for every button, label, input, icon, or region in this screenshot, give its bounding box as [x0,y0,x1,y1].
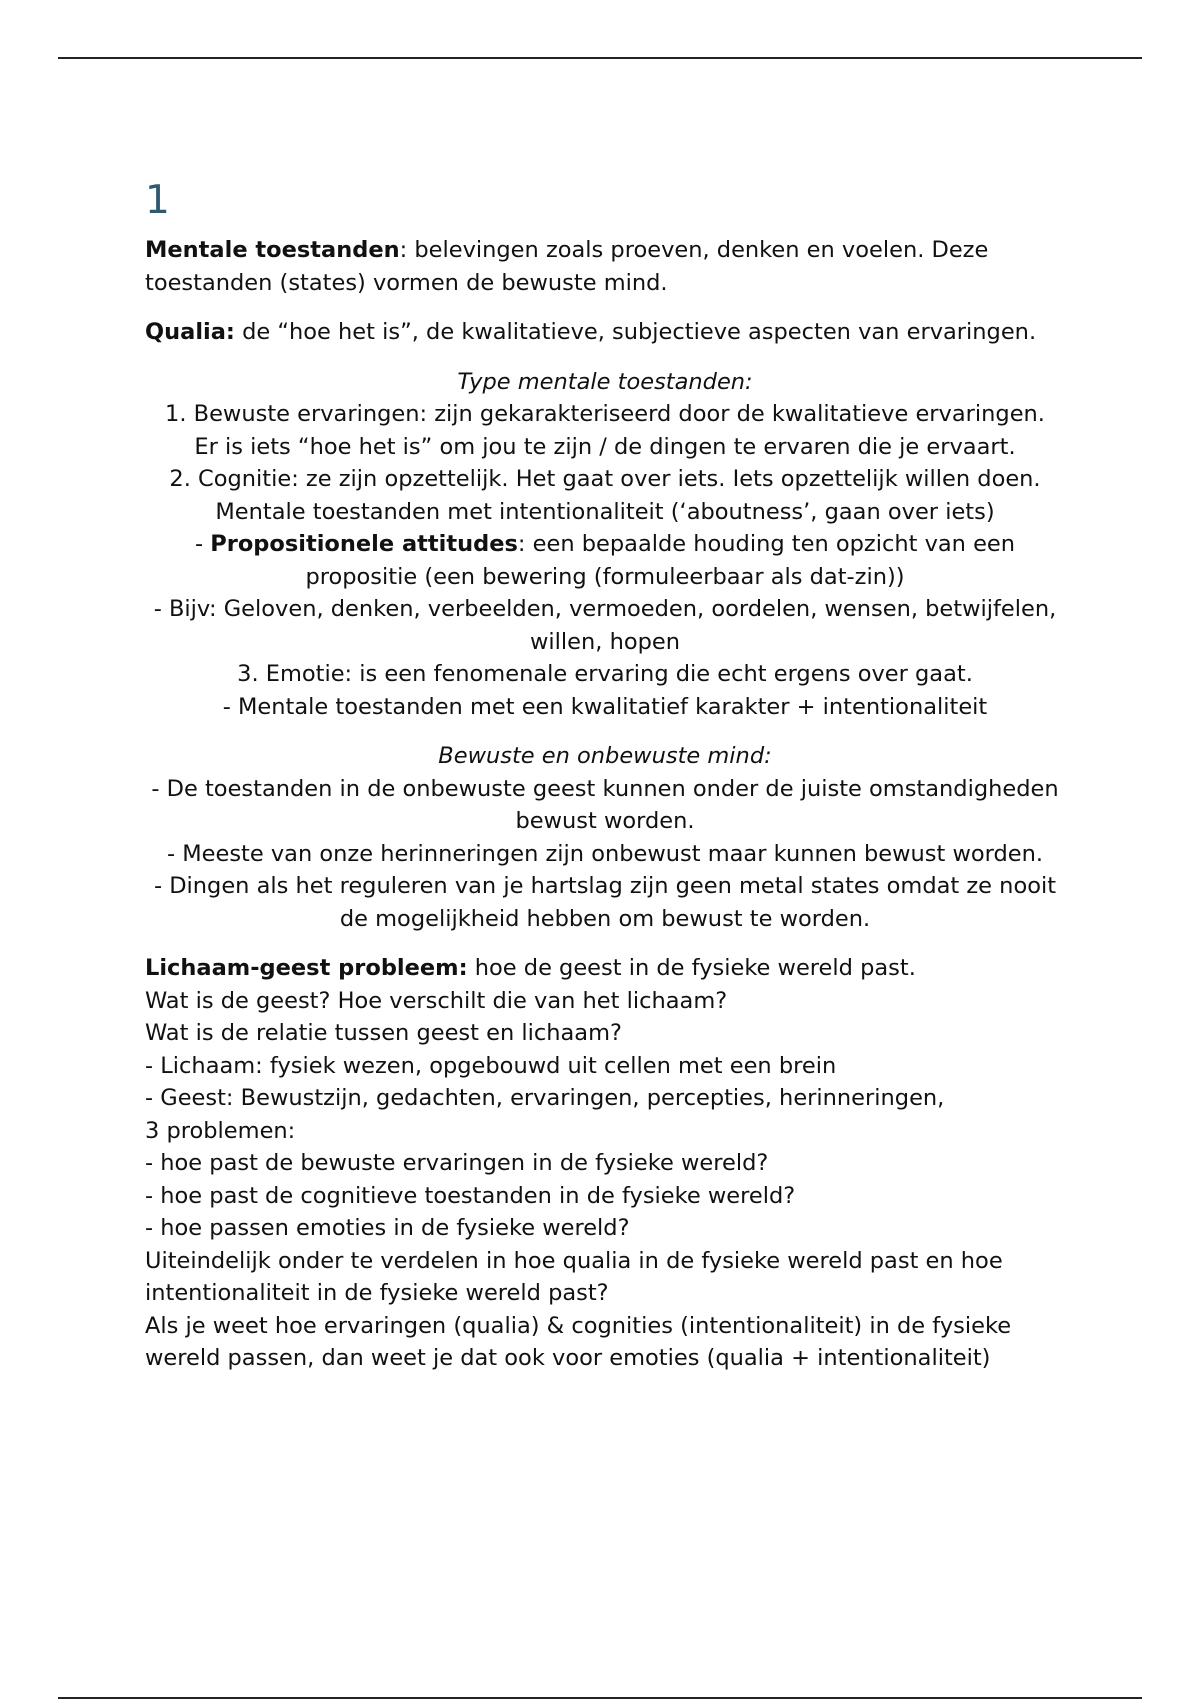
lichaam-definition [145,952,1065,985]
lichaam-line: - hoe passen emoties in de fysieke wereld? [145,1215,630,1241]
types-line-5 [145,528,1065,593]
types-line-7: 3. Emotie: is een fenomenale ervaring die echt ergens over gaat. [237,661,973,687]
lichaam-line: 3 problemen: [145,1117,296,1144]
section-heading: 1 [145,178,170,223]
document-body [145,178,1065,1375]
lichaam-line: - Lichaam: fysiek wezen, opgebouwd uit cellen met een brein [145,1052,837,1079]
bewust-line-3: - Dingen als het reguleren van je hartslag zijn geen metal states omdat ze nooit de mogelijkheid hebben om bewust te worden. [153,873,1057,932]
bottom-rule [58,1697,1142,1699]
lichaam-line: - hoe past de bewuste ervaringen in de fysieke wereld? [145,1150,769,1176]
term-lichaam-geest: Lichaam-geest probleem: [145,955,468,981]
types-line-6: - Bijv: Geloven, denken, verbeelden, vermoeden, oordelen, wensen, betwijfelen, willen, hopen [153,596,1057,655]
types-line-3: 2. Cognitie: ze zijn opzettelijk. Het gaat over iets. Iets opzettelijk willen doen. [169,466,1041,492]
types-title: Type mentale toestanden: [457,368,753,395]
bewust-title: Bewuste en onbewuste mind: [438,743,772,769]
types-block [145,366,1065,724]
bewust-block [145,740,1065,935]
text-mentale-toestanden: : belevingen zoals proeven, denken en voelen. Deze toestanden (states) vormen de bewuste mind. [145,237,989,296]
term-propositionele-attitudes: Propositionele attitudes [210,531,518,557]
lichaam-geest-block [145,952,1065,1375]
types-line-4: Mentale toestanden met intentionaliteit (‘aboutness’, gaan over iets) [215,498,995,525]
types-line-1: 1. Bewuste ervaringen: zijn gekarakteriseerd door de kwalitatieve ervaringen. [165,401,1045,427]
term-mentale-toestanden: Mentale toestanden [145,237,400,263]
lichaam-line: Uiteindelijk onder te verdelen in hoe qualia in de fysieke wereld past en hoe intentionaliteit in de fysieke wereld past? [145,1247,1003,1306]
text-qualia: de “hoe het is”, de kwalitatieve, subjectieve aspecten van ervaringen. [234,319,1037,345]
lichaam-line: - hoe past de cognitieve toestanden in de fysieke wereld? [145,1182,796,1209]
lichaam-definition-text: hoe de geest in de fysieke wereld past. [467,955,916,981]
types-line-5-prefix: - [194,531,211,557]
lichaam-line: Wat is de relatie tussen geest en lichaam? [145,1020,622,1046]
types-line-8: - Mentale toestanden met een kwalitatief karakter + intentionaliteit [222,693,988,720]
definition-qualia [145,316,1065,349]
lichaam-line: Wat is de geest? Hoe verschilt die van het lichaam? [145,987,728,1014]
types-line-2: Er is iets “hoe het is” om jou te zijn / de dingen te ervaren die je ervaart. [194,433,1016,460]
top-rule [58,57,1142,59]
bewust-line-1: - De toestanden in de onbewuste geest kunnen onder de juiste omstandigheden bewust worden. [151,775,1059,834]
term-qualia: Qualia: [145,319,235,345]
lichaam-line: Als je weet hoe ervaringen (qualia) & cognities (intentionaliteit) in de fysieke wereld passen, dan weet je dat ook voor emoties (qualia + intentionaliteit) [145,1312,1012,1371]
lichaam-line: - Geest: Bewustzijn, gedachten, ervaringen, percepties, herinneringen, [145,1085,945,1111]
bewust-line-2: - Meeste van onze herinneringen zijn onbewust maar kunnen bewust worden. [166,840,1044,867]
definition-mentale-toestanden [145,234,1065,299]
types-line-5-text: : een bepaalde houding ten opzicht van een propositie (een bewering (formuleerbaar als dat-zin)) [305,531,1016,590]
